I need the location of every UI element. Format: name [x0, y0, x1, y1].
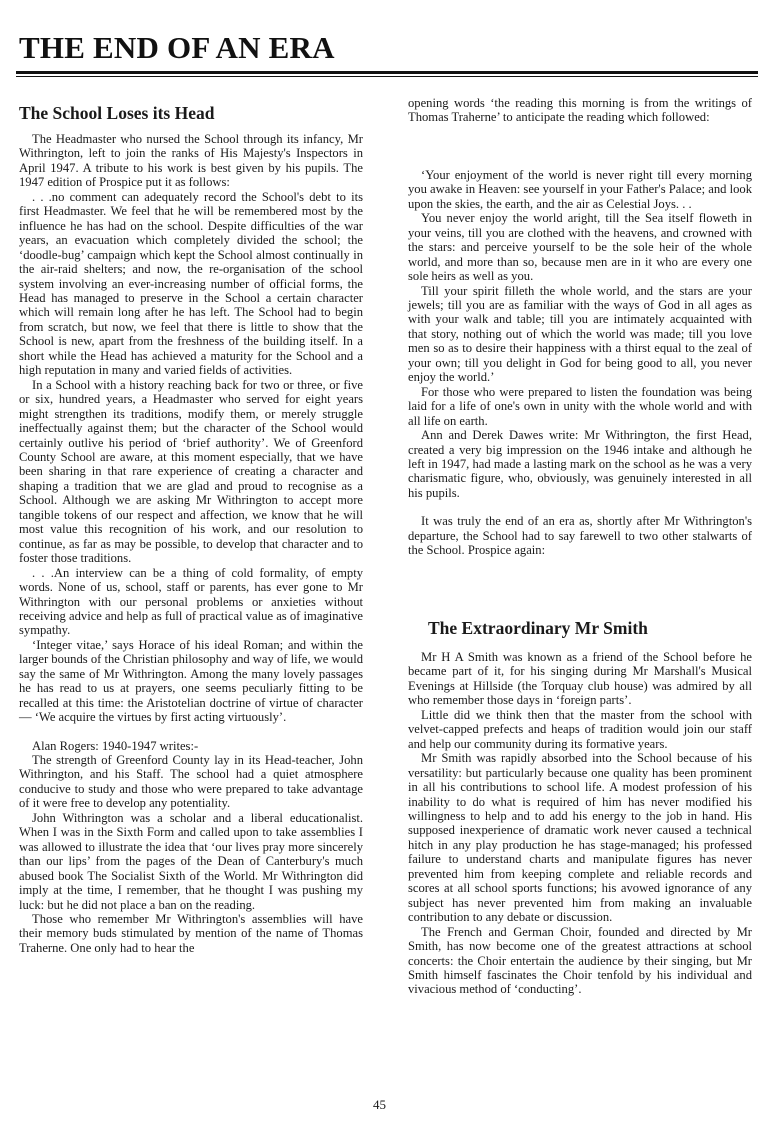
quote-paragraph: ‘Your enjoyment of the world is never right till every morning you awake in Heaven: see yourself in your Father's Palace; and look upon the skies, the earth, and the air as Celestial Joys. . . [408, 167, 752, 211]
paragraph: . . .no comment can adequately record the School's debt to its first Headmaster. We feel that he will be remembered most by the influence he has had on the school. Despite difficulties of the war years, an evacuation which completely divided the school; the ‘doodle-bug’ campaign which kept the School almost continually in the air-raid shelters; and now, the re-organisation of the school system involving an ever-increasing number of official forms, the Head has managed to preserve in the School a certain character which will remain long after he has left. The School had to begin from scratch, but now, we feel that there is little to show that the School is new, apart from the freshness of the building itself. In a short while the Head has achieved a maturity for the School and a high reputation in many and varied fields of activities. [19, 189, 363, 378]
page-number: 45 [373, 1097, 386, 1112]
paragraph: The French and German Choir, founded and directed by Mr Smith, has now become one of the greatest attractions at school concerts: the Choir entertain the audience by their singing, but Mr Smith himself fascinates the Choir tenfold by his individual and vivacious method of ‘conducting’. [408, 924, 752, 997]
paragraph: It was truly the end of an era as, shortly after Mr Withrington's departure, the School had to say farewell to two other stalwarts of the School. Prospice again: [408, 514, 752, 558]
paragraph: Ann and Derek Dawes write: Mr Withrington, the first Head, created a very big impression on the 1946 intake and although he left in 1947, had made a lasting mark on the school as he was a very charismatic figure, who, obviously, was genuinely interested in all his pupils. [408, 428, 752, 500]
paragraph: ‘Integer vitae,’ says Horace of his ideal Roman; and within the larger bounds of the Christian philosophy and way of life, we would say the same of Mr Withrington. Among the many lovely passages he has read to us at prayers, one seems peculiarly fitting to be recalled at this time: the Aristotelian doctrine of virtue of character — ‘We acquire the virtues by first acting virtuously’. [19, 637, 363, 725]
right-column-lower [408, 650, 752, 997]
quote-paragraph: You never enjoy the world aright, till the Sea itself floweth in your veins, till you are clothed with the heavens, and crowned with the stars: and perceive yourself to be the sole heir of the whole world, and more than so, because men are in it who are every one sole heirs as well as you. [408, 211, 752, 284]
paragraph: The Headmaster who nursed the School through its infancy, Mr Withrington, left to join the ranks of His Majesty's Inspectors in April 1947. A tribute to his work is best given by his pupils. The 1947 edition of Prospice put it as follows: [19, 132, 363, 190]
paragraph: Mr H A Smith was known as a friend of the School before he became part of it, for his singing during Mr Marshall's Musical Evenings at Hillside (the Torquay club house) was admired by all who remember those days in ‘foreign parts’. [408, 650, 752, 708]
paragraph: Mr Smith was rapidly absorbed into the School because of his versatility: but particularly because one quality has been prominent in all his contributions to school life. A modest profession of his inability to do what is required of him has never modified his willingness to help and to add his energy to the job in hand. His supposed inexperience of dramatic work never caused a technical hitch in any play production he has stage-managed; his professed failure to understand charts and manipulate figures has never prevented him from keeping complete and reliable records and scores at all school sports functions; his avowed ignorance of any subject has never prevented him from making an invaluable contribution to any debate or discussion. [408, 751, 752, 925]
paragraph: . . .An interview can be a thing of cold formality, of empty words. None of us, school, staff or parents, has ever gone to Mr Withrington with our personal problems or anxieties without receiving advice and help as full of practical value as of imaginative sympathy. [19, 565, 363, 638]
right-column [408, 96, 752, 558]
title-rule-thick [16, 71, 758, 74]
paragraph: Those who remember Mr Withrington's assemblies will have their memory buds stimulated by mention of the name of Thomas Traherne. One only had to hear the [19, 912, 363, 955]
paragraph: For those who were prepared to listen the foundation was being laid for a life of one's own in unity with the whole world and with all life on earth. [408, 384, 752, 428]
paragraph: Little did we think then that the master from the school with velvet-capped prefects and heaps of tradition would join our staff and help our community during its formative years. [408, 707, 752, 751]
paragraph: In a School with a history reaching back for two or three, or five or six, hundred years, a Headmaster who served for eight years might strengthen its traditions, modify them, or merely struggle ineffectually against them; but the character of the School would certainly outlive his period of ‘brief authority’. We of Greenford County School are aware, at this moment especially, that we have been sharing in that rare experience of creating a character and shaping a tradition that we are glad and proud to recognise as a School. Although we are asking Mr Withrington to accept more tangible tokens of our respect and affection, we know that he will most value this recognition of his work, and our resolution to continue, as far as may be possible, to develop that character and to foster those traditions. [19, 377, 363, 566]
left-column [19, 132, 363, 955]
paragraph: The strength of Greenford County lay in its Head-teacher, John Withrington, and his Staff. The school had a quiet atmosphere conducive to study and those who were prepared to take advantage of it were free to develop any potentiality. [19, 753, 363, 811]
paragraph: John Withrington was a scholar and a liberal educationalist. When I was in the Sixth Form and called upon to take assemblies I was allowed to illustrate the idea that ‘our lives pray more sincerely than our lips’ from the pages of the Dean of Canterbury's much abused book The Socialist Sixth of the World. Mr Withrington did imply at the time, I remember, that he thought I was pushing my luck: but he did not place a ban on the reading. [19, 810, 363, 912]
section-heading-extraordinary-mr-smith: The Extraordinary Mr Smith [428, 618, 648, 638]
section-heading-school-loses-head: The School Loses its Head [19, 103, 215, 123]
quote-paragraph: Till your spirit filleth the whole world, and the stars are your jewels; till you are as familiar with the ways of God in all ages as with your walk and table; till you are intimately acquainted with that story, nothing out of which the world was made; till you love men so as to desire their happiness with a thirst equal to the zeal of your own; till you delight in God for being good to all, you never enjoy the world.’ [408, 283, 752, 385]
title-rule-thin [16, 76, 758, 77]
paragraph: opening words ‘the reading this morning is from the writings of Thomas Traherne’ to anticipate the reading which followed: [408, 96, 752, 125]
paragraph: Alan Rogers: 1940-1947 writes:- [32, 738, 199, 753]
page-title: THE END OF AN ERA [19, 30, 335, 65]
